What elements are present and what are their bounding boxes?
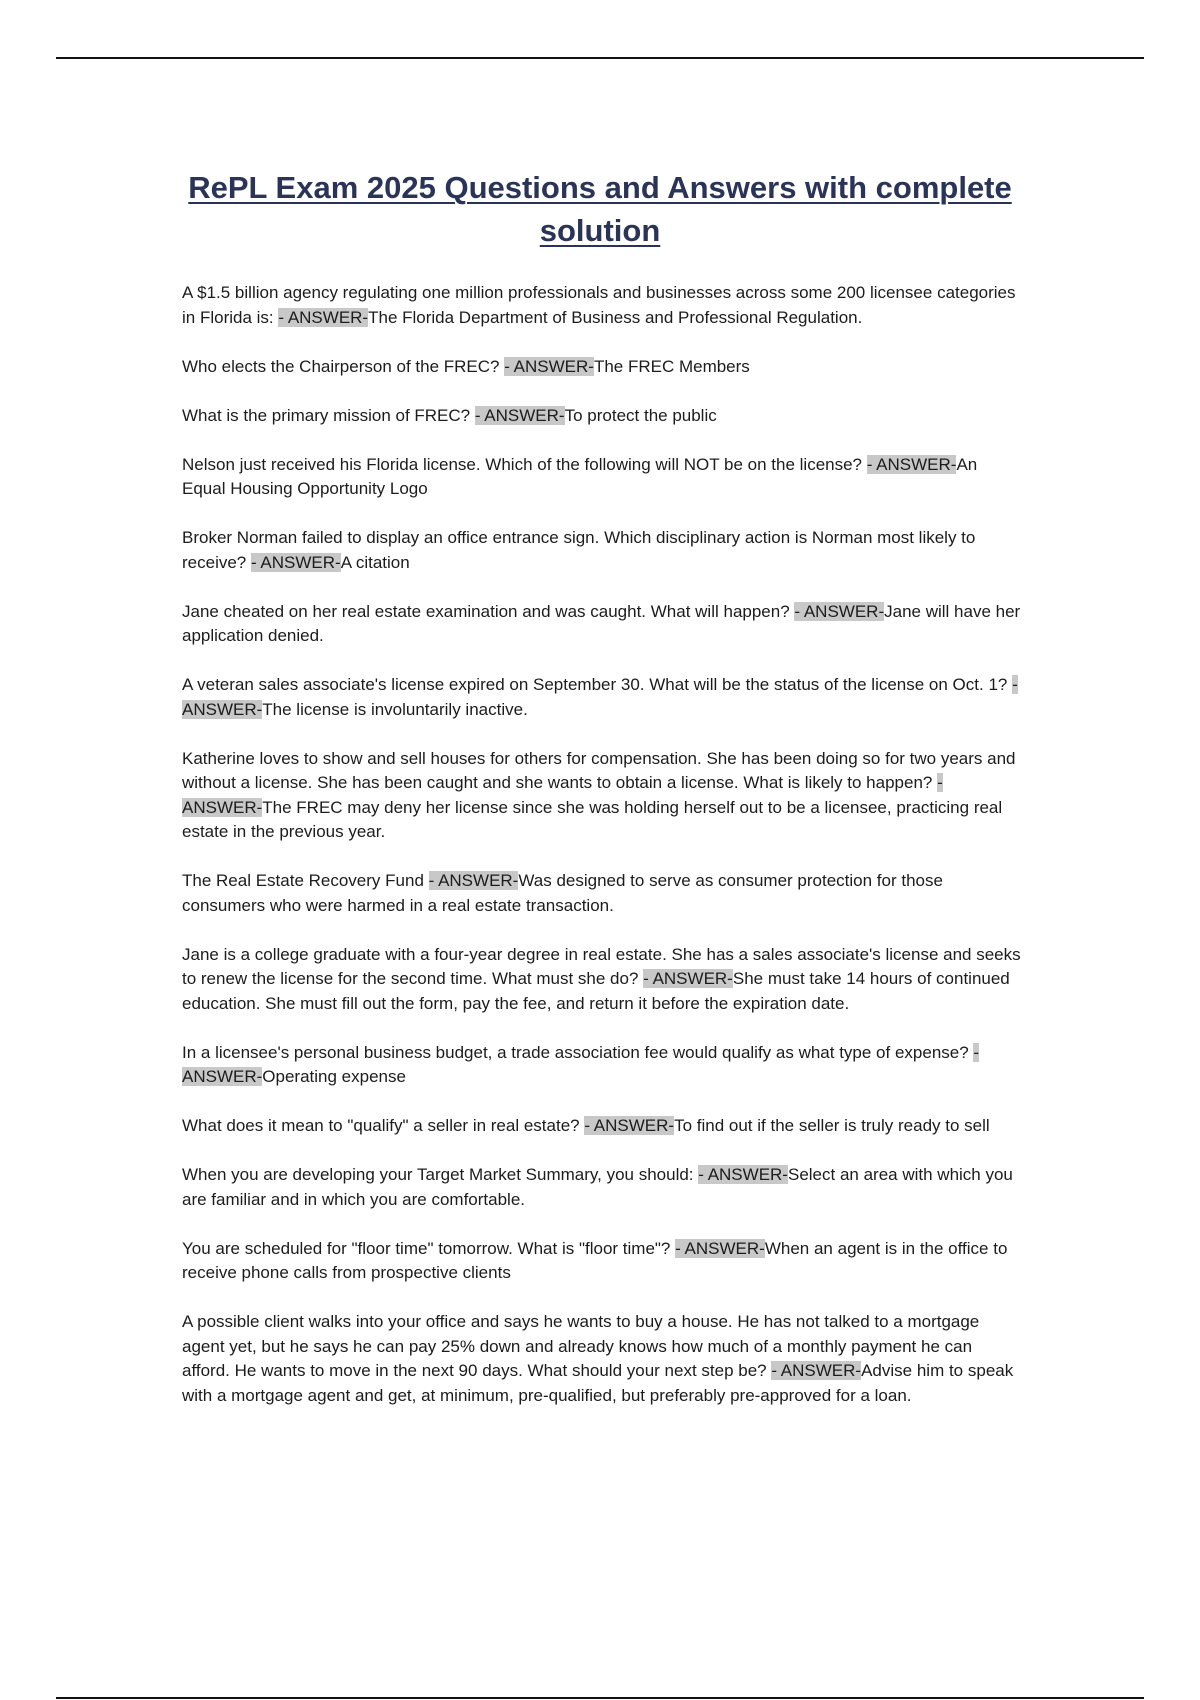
document-title: RePL Exam 2025 Questions and Answers with complete solution	[188, 169, 1012, 248]
answer-separator: - ANSWER-	[504, 356, 594, 376]
qa-item	[182, 404, 1022, 429]
answer-text: A citation	[340, 552, 410, 572]
answer-separator: - ANSWER-	[474, 405, 565, 425]
question-text: Jane is a college graduate with a four-year degree in real estate. She has a sales associate's license and seeks to renew the license for the second time. What must she do?	[182, 944, 1021, 988]
answer-text: When an agent is in the office to receive phone calls from prospective clients	[182, 1238, 1008, 1282]
question-text: In a licensee's personal business budget, a trade association fee would qualify as what type of expense?	[182, 1042, 974, 1062]
qa-item	[182, 355, 1022, 380]
question-text: Jane cheated on her real estate examination and was caught. What will happen?	[182, 601, 795, 621]
qa-item	[182, 600, 1022, 649]
answer-text: Advise him to speak with a mortgage agent and get, at minimum, pre-qualified, but preferably pre-approved for a loan.	[182, 1361, 1014, 1405]
question-text: The Real Estate Recovery Fund	[182, 871, 429, 890]
question-text: A $1.5 billion agency regulating one million professionals and businesses across some 200 licensee categories in Florida is:	[182, 283, 1016, 327]
question-text: When you are developing your Target Market Summary, you should:	[182, 1165, 699, 1184]
question-text: What is the primary mission of FREC?	[182, 405, 475, 425]
question-text: A veteran sales associate's license expired on September 30. What will be the status of the license on Oct. 1?	[182, 675, 1013, 694]
qa-item	[182, 673, 1022, 722]
qa-item	[182, 1041, 1022, 1090]
footer-rule	[56, 1697, 1144, 1699]
qa-item	[182, 943, 1022, 1017]
answer-text: Select an area with which you are familiar and in which you are comfortable.	[182, 1165, 1013, 1209]
answer-separator: - ANSWER-	[278, 307, 369, 327]
qa-item	[182, 869, 1022, 918]
answer-separator: - ANSWER-	[643, 969, 733, 988]
question-text: Katherine loves to show and sell houses for others for compensation. She has been doing so for two years and without a license. She has been caught and she wants to obtain a license. What is likely to happen?	[182, 748, 1016, 792]
question-text: What does it mean to "qualify" a seller in real estate?	[182, 1116, 585, 1135]
qa-item	[182, 747, 1022, 845]
answer-separator: - ANSWER-	[584, 1116, 675, 1135]
question-text: Who elects the Chairperson of the FREC?	[182, 356, 505, 376]
answer-separator: - ANSWER-	[698, 1165, 788, 1184]
answer-separator: - ANSWER-	[182, 773, 943, 817]
question-text: Broker Norman failed to display an office entrance sign. Which disciplinary action is Norman most likely to receive?	[182, 528, 976, 572]
qa-list	[182, 281, 1022, 1433]
question-text: Nelson just received his Florida license. Which of the following will NOT be on the license?	[182, 454, 867, 474]
answer-separator: - ANSWER-	[182, 1042, 980, 1086]
question-text: A possible client walks into your office and says he wants to buy a house. He has not talked to a mortgage agent yet, but he says he can pay 25% down and already knows how much of a monthly payment he can afford. He wants to move in the next 90 days. What should your next step be?	[182, 1312, 980, 1380]
answer-text: The Florida Department of Business and Professional Regulation.	[368, 307, 863, 327]
answer-text: Operating expense	[262, 1067, 406, 1086]
answer-text: To protect the public	[564, 405, 717, 425]
qa-item	[182, 281, 1022, 330]
answer-text: To find out if the seller is truly ready to sell	[674, 1116, 990, 1135]
qa-item	[182, 1310, 1022, 1408]
answer-separator: - ANSWER-	[428, 871, 519, 890]
answer-text: Was designed to serve as consumer protection for those consumers who were harmed in a real estate transaction.	[182, 871, 943, 915]
question-text: You are scheduled for "floor time" tomorrow. What is "floor time"?	[182, 1238, 676, 1258]
qa-item	[182, 1114, 1022, 1139]
answer-text: Jane will have her application denied.	[182, 601, 1021, 645]
answer-text: She must take 14 hours of continued education. She must fill out the form, pay the fee, and return it before the expiration date.	[182, 969, 1010, 1013]
answer-separator: - ANSWER-	[794, 601, 885, 621]
answer-text: An Equal Housing Opportunity Logo	[182, 454, 978, 498]
answer-text: The FREC Members	[593, 356, 750, 376]
qa-item	[182, 1163, 1022, 1212]
qa-item	[182, 526, 1022, 575]
answer-separator: - ANSWER-	[182, 675, 1018, 719]
qa-item	[182, 453, 1022, 502]
answer-separator: - ANSWER-	[250, 552, 341, 572]
answer-separator: - ANSWER-	[771, 1361, 862, 1380]
answer-separator: - ANSWER-	[866, 454, 957, 474]
answer-separator: - ANSWER-	[675, 1238, 765, 1258]
answer-text: The license is involuntarily inactive.	[262, 699, 528, 719]
header-rule	[56, 57, 1144, 59]
qa-item	[182, 1237, 1022, 1286]
answer-text: The FREC may deny her license since she was holding herself out to be a licensee, practicing real estate in the previous year.	[182, 797, 1003, 841]
